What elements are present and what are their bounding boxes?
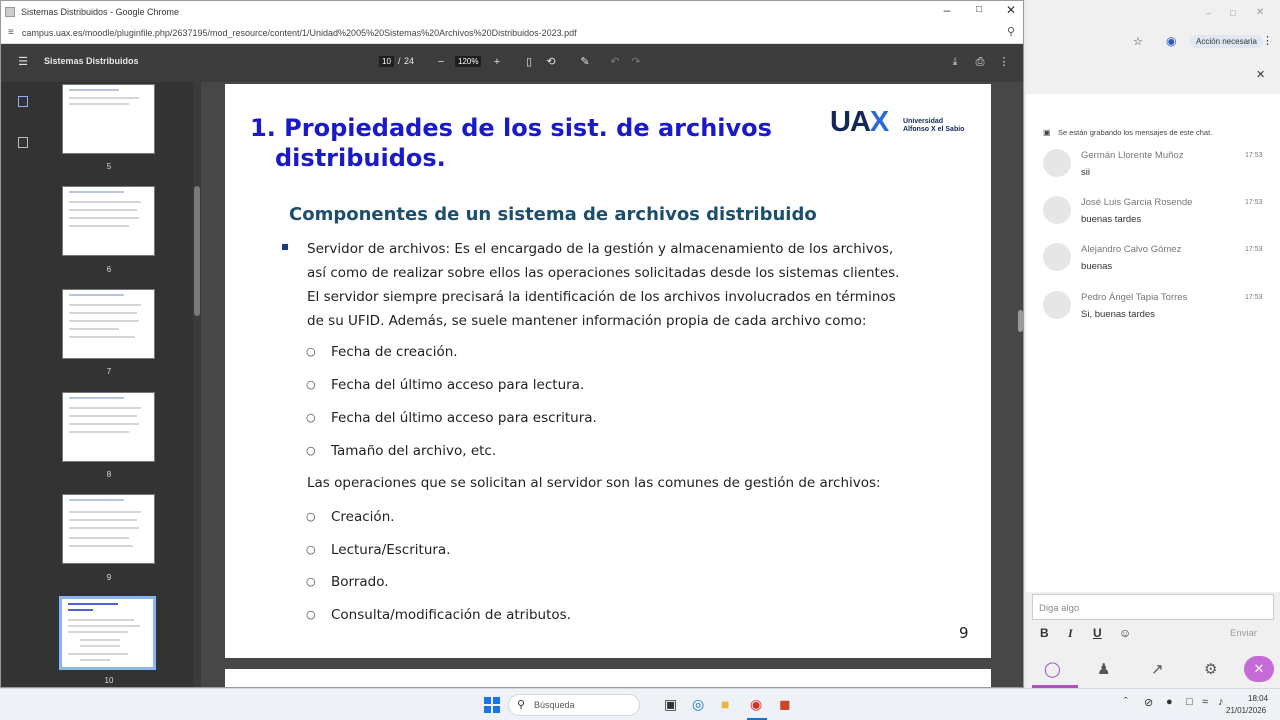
pdf-viewer	[201, 82, 1017, 688]
thumbnail-label: 6	[106, 265, 112, 274]
side-header	[1026, 0, 1280, 58]
list-item: ○ Lectura/Escritura.	[306, 542, 451, 558]
favicon-icon	[5, 7, 15, 17]
bold-icon[interactable]: B	[1040, 626, 1049, 640]
undo-icon[interactable]: ↶	[610, 56, 620, 68]
pdf-page	[225, 84, 991, 658]
more-options-icon[interactable]: ⋮	[1262, 35, 1273, 47]
thumbnail-panel	[43, 82, 193, 688]
bullet-square-icon	[282, 244, 288, 250]
sender-name: Pedro Ángel Tapia Torres	[1081, 292, 1188, 303]
emoji-icon[interactable]: ☺	[1119, 626, 1132, 640]
paragraph-1: Servidor de archivos: Es el encargado de la gestión y almacenamiento de los archivos, así como de realizar sobre ellos las operaciones solicitadas desde los sistemas clientes. El servidor siempre precisará la identificación de los archivos involucrados en términos de su UFID. Además, se suele mantener información propia de cada archivo como:	[307, 241, 900, 329]
settings-gear-icon[interactable]: ⚙	[1204, 661, 1218, 678]
zoom-out-icon[interactable]: −	[437, 56, 445, 68]
message-text: sii	[1081, 167, 1090, 178]
chrome-icon[interactable]: ◉	[750, 696, 763, 712]
circle-bullet-icon: ○	[306, 411, 316, 424]
clock-date[interactable]: 21/01/2026	[1226, 706, 1267, 715]
message-time: 17:53	[1245, 246, 1263, 253]
message-time: 17:53	[1245, 152, 1263, 159]
list-item: ○ Creación.	[306, 509, 395, 525]
pdf-toolbar	[1, 44, 1024, 82]
chat-message	[1026, 196, 1280, 242]
page-number-input[interactable]: 10	[379, 56, 394, 67]
message-time: 17:53	[1245, 294, 1263, 301]
display-icon[interactable]: □	[1186, 696, 1193, 708]
taskbar-search[interactable]	[508, 694, 640, 716]
pdf-next-page	[225, 669, 991, 688]
redo-icon[interactable]: ↷	[631, 56, 641, 68]
sender-name: Germán Llorente Muñoz	[1081, 150, 1184, 161]
windows-taskbar	[0, 688, 1280, 720]
chat-message	[1026, 291, 1280, 337]
edge-icon[interactable]: ◎	[692, 696, 705, 712]
paragraph-2: Las operaciones que se solicitan al servidor son las comunes de gestión de archivos:	[307, 475, 881, 491]
avatar	[1043, 243, 1071, 271]
thumbnail-page-5[interactable]	[62, 84, 155, 154]
windows-start-icon[interactable]	[484, 697, 500, 713]
maximize-icon[interactable]: □	[975, 4, 983, 15]
action-needed-button[interactable]: Acción necesaria	[1190, 35, 1263, 48]
tray-chevron-icon[interactable]: ˆ	[1124, 696, 1128, 708]
window-title: Sistemas Distribuidos - Google Chrome	[21, 6, 180, 17]
download-icon[interactable]: ⤓	[952, 56, 958, 68]
message-text: buenas tardes	[1081, 214, 1142, 225]
pdf-doc-title: Sistemas Distribuidos	[44, 56, 139, 66]
send-button[interactable]: Enviar	[1230, 628, 1257, 639]
page-separator: /	[398, 56, 401, 66]
recording-icon: ▣	[1043, 128, 1051, 137]
annotate-icon[interactable]: ✎	[580, 56, 590, 68]
thumbnail-label: 7	[106, 367, 112, 376]
minimize-icon[interactable]: –	[943, 3, 951, 17]
list-item: ○ Fecha de creación.	[306, 344, 458, 360]
list-item: ○ Fecha del último acceso para escritura.	[306, 410, 597, 426]
chat-input[interactable]: Diga algo	[1032, 594, 1274, 620]
slide-title-line1: 1. Propiedades de los sist. de archivos	[250, 114, 772, 142]
site-info-icon[interactable]: ≡	[8, 27, 14, 38]
logo-subtitle: Universidad Alfonso X el Sabio	[903, 118, 965, 133]
bottom-navigation	[1026, 650, 1280, 688]
menu-icon[interactable]: ☰	[18, 56, 28, 68]
thumbnail-page-10[interactable]	[59, 596, 156, 670]
print-icon[interactable]: ⎙	[975, 56, 985, 68]
avatar	[1043, 196, 1071, 224]
total-pages: 24	[404, 56, 415, 66]
thumbnail-page-8[interactable]	[62, 392, 155, 462]
sidebar-rail	[1, 82, 43, 688]
task-view-icon[interactable]: ▣	[664, 696, 678, 712]
wifi-icon[interactable]: ≈	[1202, 696, 1209, 708]
file-explorer-icon[interactable]: ■	[721, 696, 730, 712]
slide-page-number: 9	[959, 624, 969, 642]
minimize-icon[interactable]: –	[1206, 8, 1212, 18]
list-item: ○ Borrado.	[306, 574, 389, 590]
close-panel-icon[interactable]: ✕	[1256, 69, 1266, 81]
thumbnail-label: 5	[106, 162, 112, 171]
zoom-icon[interactable]: ⚲	[1006, 26, 1015, 38]
star-icon[interactable]: ☆	[1133, 36, 1143, 48]
sender-name: Alejandro Calvo Gómez	[1081, 244, 1182, 255]
tray-vpn-icon[interactable]: ⊘	[1144, 697, 1154, 709]
more-options-icon[interactable]: ⋮	[998, 56, 1010, 68]
thumbnail-page-7[interactable]	[62, 289, 155, 359]
circle-bullet-icon: ○	[306, 608, 316, 621]
outline-icon[interactable]	[18, 137, 28, 148]
thumbnail-label: 8	[106, 470, 112, 479]
powerpoint-icon[interactable]: ◼	[779, 696, 791, 712]
chat-message-list	[1026, 94, 1280, 592]
uax-logo: UAX	[830, 106, 889, 138]
list-item: ○ Fecha del último acceso para lectura.	[306, 377, 585, 393]
italic-icon[interactable]: I	[1068, 626, 1073, 640]
chat-message	[1026, 149, 1280, 195]
recording-notice: Se están grabando los mensajes de este chat.	[1058, 128, 1213, 137]
rotate-icon[interactable]: ⟲	[546, 56, 556, 68]
share-icon[interactable]: ↗	[1151, 661, 1164, 678]
slide-subtitle: Componentes de un sistema de archivos distribuido	[289, 204, 817, 225]
close-window-icon[interactable]: ✕	[1256, 7, 1265, 18]
teams-chat-panel	[1026, 0, 1280, 688]
profile-icon[interactable]: ◉	[1166, 34, 1177, 48]
viewer-scrollbar[interactable]	[1017, 82, 1024, 688]
address-bar[interactable]	[1, 22, 1024, 44]
thumbnails-icon[interactable]	[18, 96, 28, 107]
sender-name: José Luis Garcia Rosende	[1081, 197, 1193, 208]
message-text: Si, buenas tardes	[1081, 309, 1155, 320]
thumbnail-page-6[interactable]	[62, 186, 155, 256]
message-text: buenas	[1081, 261, 1113, 272]
slide-title-line2: distribuidos.	[275, 144, 446, 172]
list-item: ○ Tamaño del archivo, etc.	[306, 443, 497, 459]
search-icon: ⚲	[517, 699, 526, 711]
zoom-in-icon[interactable]: +	[493, 56, 501, 68]
circle-bullet-icon: ○	[306, 345, 316, 358]
restore-icon[interactable]: □	[1230, 8, 1236, 18]
chat-icon[interactable]: ◯	[1044, 661, 1061, 678]
fit-page-icon[interactable]: ▯	[525, 56, 533, 68]
underline-icon[interactable]: U	[1093, 626, 1102, 640]
circle-bullet-icon: ○	[306, 575, 316, 588]
clock-time[interactable]: 18:04	[1248, 694, 1269, 703]
circle-bullet-icon: ○	[306, 378, 316, 391]
chat-message	[1026, 243, 1280, 289]
url-text[interactable]: campus.uax.es/moodle/pluginfile.php/2637195/mod_resource/content/1/Unidad%2005%20Sistemas%20Archivos%20Distribuidos-2023.pdf	[21, 27, 577, 38]
thumbnail-label: 9	[106, 573, 112, 582]
title-bar	[1, 1, 1024, 22]
participants-icon[interactable]: ♟	[1097, 661, 1111, 678]
volume-icon[interactable]: ♪	[1218, 696, 1224, 708]
thumbnail-label: 10	[104, 676, 114, 685]
circle-bullet-icon: ○	[306, 510, 316, 523]
avatar	[1043, 149, 1071, 177]
search-placeholder: Búsqueda	[534, 700, 575, 710]
zoom-level-input[interactable]: 120%	[455, 56, 481, 67]
thumbnail-page-9[interactable]	[62, 494, 155, 564]
avatar	[1043, 291, 1071, 319]
microphone-icon[interactable]: ●	[1166, 696, 1173, 708]
close-icon[interactable]: ✕	[1005, 3, 1017, 17]
leave-icon[interactable]: ✕	[1244, 656, 1274, 682]
thumbnail-scrollbar[interactable]	[193, 82, 201, 688]
circle-bullet-icon: ○	[306, 444, 316, 457]
message-time: 17:53	[1245, 199, 1263, 206]
circle-bullet-icon: ○	[306, 543, 316, 556]
list-item: ○ Consulta/modificación de atributos.	[306, 607, 571, 623]
